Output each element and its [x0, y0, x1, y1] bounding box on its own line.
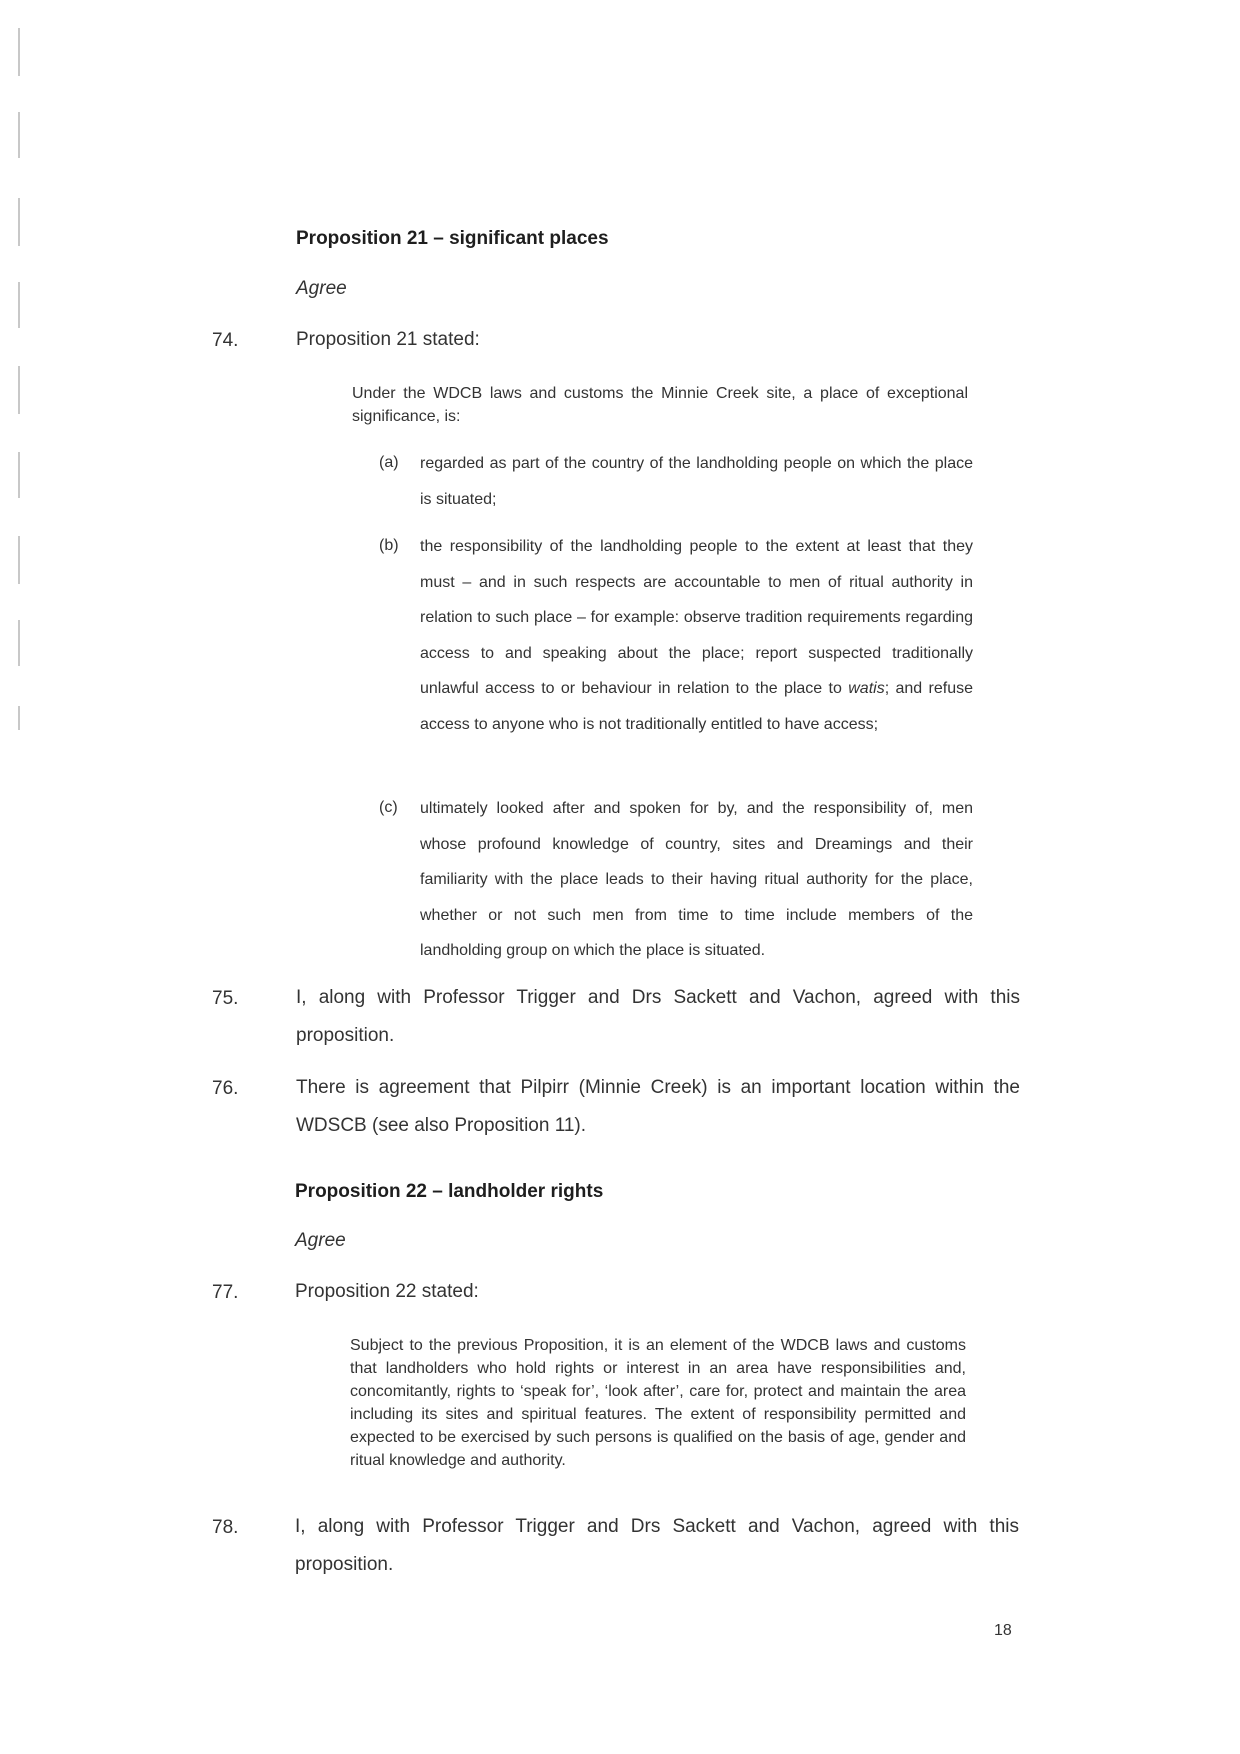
scan-artifact	[18, 112, 20, 158]
block-quote: Subject to the previous Proposition, it is an element of the WDCB laws and customs that landholders who hold rights or interest in an area have responsibilities and, concomitantly, rights to ‘speak for’, ‘look after’, care for, protect and maintain the area including its sites and spiritual features. The extent of responsibility permitted and expected to be exercised by such persons is qualified on the basis of age, gender and ritual knowledge and authority.	[350, 1337, 966, 1469]
paragraph-number: 78.	[212, 1517, 239, 1538]
section-status: Agree	[296, 278, 347, 299]
section-heading: Proposition 21 – significant places	[296, 228, 609, 249]
list-item-text-part: ; and refuse access to anyone who is not traditionally entitled to have access;	[420, 680, 974, 733]
list-item-label: (a)	[379, 454, 399, 471]
scan-artifact	[18, 282, 20, 328]
paragraph-text: I, along with Professor Trigger and Drs Sackett and Vachon, agreed with this proposition.	[296, 987, 1020, 1046]
block-quote-intro: Under the WDCB laws and customs the Minnie Creek site, a place of exceptional significance, is:	[352, 385, 968, 425]
paragraph-number: 76.	[212, 1078, 239, 1099]
page-number: 18	[994, 1622, 1012, 1639]
scan-artifact	[18, 366, 20, 414]
scan-artifact	[18, 28, 20, 76]
paragraph-number: 77.	[212, 1282, 239, 1303]
list-item-text	[420, 529, 973, 742]
paragraph-text: I, along with Professor Trigger and Drs Sackett and Vachon, agreed with this proposition.	[295, 1516, 1019, 1575]
emphasis-term: watis	[848, 680, 885, 697]
section-heading: Proposition 22 – landholder rights	[295, 1181, 604, 1202]
list-item-text: regarded as part of the country of the landholding people on which the place is situated;	[420, 455, 973, 508]
scan-artifact	[18, 198, 20, 246]
scan-artifact	[18, 536, 20, 584]
paragraph-text: Proposition 21 stated:	[296, 329, 480, 350]
scan-artifact	[18, 452, 20, 498]
paragraph-text: Proposition 22 stated:	[295, 1281, 479, 1302]
list-item-text: ultimately looked after and spoken for by, and the responsibility of, men whose profound knowledge of country, sites and Dreamings and their familiarity with the place leads to their having ritual authority for the place, whether or not such men from time to time include members of the landholding group on which the place is situated.	[420, 800, 973, 959]
list-item-label: (b)	[379, 537, 399, 554]
section-status: Agree	[295, 1230, 346, 1251]
scan-artifact	[18, 620, 20, 666]
list-item-text-part: the responsibility of the landholding people to the extent at least that they must – and in such respects are accountable to men of ritual authority in relation to such place – for example: observe tradition requirements regarding access to and speaking about the place; report suspected traditionally unlawful access to or behaviour in relation to the place to	[420, 538, 973, 697]
paragraph-number: 74.	[212, 330, 239, 351]
scan-artifact	[18, 706, 20, 730]
paragraph-text: There is agreement that Pilpirr (Minnie Creek) is an important location within the WDSCB (see also Proposition 11).	[296, 1077, 1020, 1136]
paragraph-number: 75.	[212, 988, 239, 1009]
list-item-label: (c)	[379, 799, 398, 816]
